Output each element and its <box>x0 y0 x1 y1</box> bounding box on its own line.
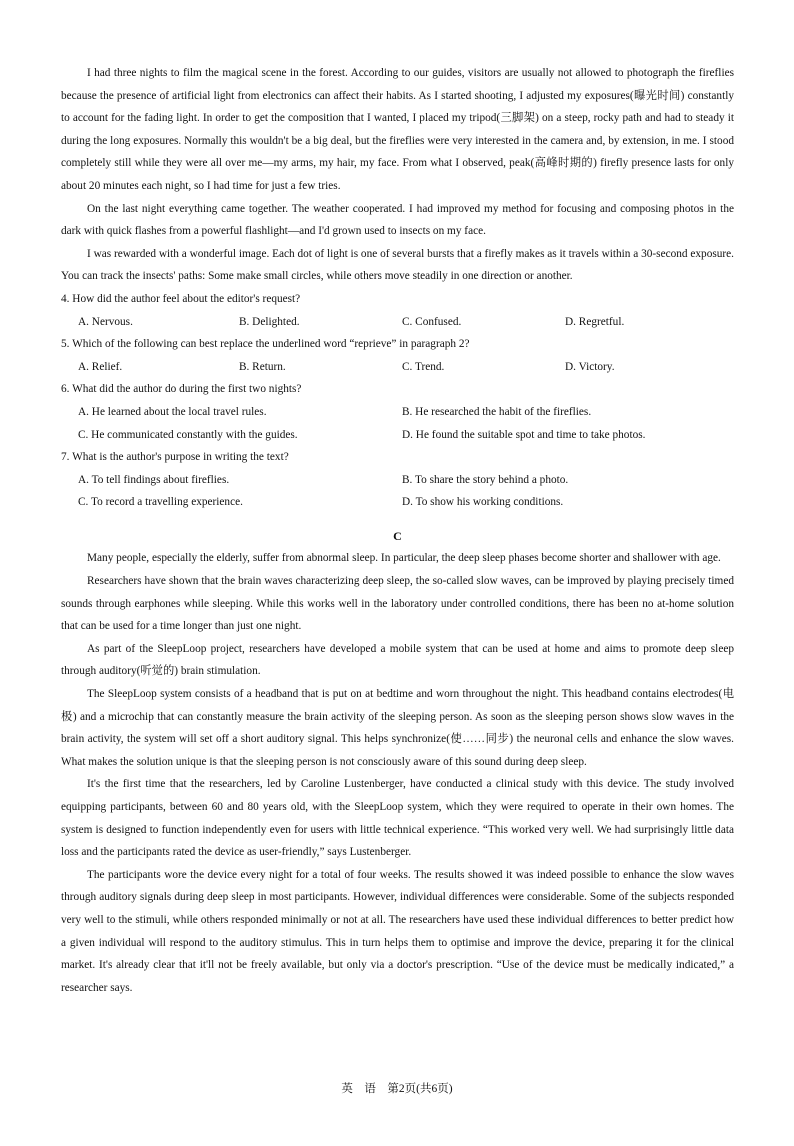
option-c: C. He communicated constantly with the guides. <box>78 428 298 441</box>
option-b: B. He researched the habit of the fireflies. <box>402 405 592 418</box>
option-a: A. Nervous. <box>78 315 133 328</box>
option-d: D. Victory. <box>565 360 615 373</box>
exam-page <box>61 62 734 999</box>
paragraph: On the last night everything came together. The weather cooperated. I had improved my method for focusing and composing photos in the dark with quick flashes from a powerful flashlight—and I'd grown used to insects on my face. <box>61 202 734 238</box>
paragraph: I had three nights to film the magical scene in the forest. According to our guides, visitors are usually not allowed to photograph the fireflies because the presence of artificial light from electronics can affect their habits. As I started shooting, I adjusted my exposures(曝光时间) constantly to account for the fading light. In order to get the composition that I wanted, I placed my tripod(三脚架) on a steep, rocky path and had to steady it during the long exposures. Normally this wouldn't be a big deal, but the fireflies were very interested in the camera and, by extension, in me. I stood completely still while they were all over me—my arms, my hair, my face. From what I observed, peak(高峰时期的) firefly presence lasts for only about 20 minutes each night, so I had time for just a few tries. <box>61 67 734 192</box>
paragraph: Many people, especially the elderly, suffer from abnormal sleep. In particular, the deep sleep phases become shorter and shallower with age. <box>87 552 721 565</box>
paragraph: It's the first time that the researchers, led by Caroline Lustenberger, have conducted a clinical study with this device. The study involved equipping participants, between 60 and 80 years old, with the SleepLoop system, which they were required to operate in their own homes. The system is designed to function independently even for users with little technical experience. “This worked very well. We had surprisingly little data loss and the participants rated the device as user-friendly,” says Lustenberger. <box>61 778 734 859</box>
option-b: B. Return. <box>239 360 286 373</box>
option-b: B. To share the story behind a photo. <box>402 473 569 486</box>
paragraph: Researchers have shown that the brain waves characterizing deep sleep, the so-called slow waves, can be improved by playing precisely timed sounds through earphones while sleeping. While this works well in the laboratory under controlled conditions, there has been no at-home solution that can be used for a time longer than just one night. <box>61 575 734 633</box>
passage-c <box>61 547 734 999</box>
question-6 <box>61 378 734 446</box>
option-c: C. Confused. <box>402 315 462 328</box>
question-stem: 6. What did the author do during the first two nights? <box>61 383 302 396</box>
options-row <box>61 469 734 492</box>
option-b: B. Delighted. <box>239 315 300 328</box>
page-footer: 英 语 第2页(共6页) <box>341 1083 453 1095</box>
paragraph: As part of the SleepLoop project, researchers have developed a mobile system that can be used at home and aims to promote deep sleep through auditory(听觉的) brain stimulation. <box>61 642 734 678</box>
passage-b-continued <box>61 62 734 288</box>
question-4 <box>61 288 734 333</box>
option-a: A. Relief. <box>78 360 123 373</box>
option-d: D. Regretful. <box>565 315 625 328</box>
paragraph: The SleepLoop system consists of a headband that is put on at bedtime and worn throughout the night. This headband contains electrodes(电极) and a microchip that can constantly measure the brain activity of the sleeping person. As soon as the sleeping person shows slow waves in the brain activity, the system will set off a short auditory signal. This helps synchronize(使……同步) the neuronal cells and enhance the slow waves. What makes the solution unique is that the sleeping person is not consciously aware of this sound during deep sleep. <box>61 688 734 768</box>
options-row <box>61 491 734 514</box>
question-stem: 4. How did the author feel about the editor's request? <box>61 292 301 305</box>
section-title: C <box>393 528 402 543</box>
options-row <box>61 311 734 334</box>
option-a: A. He learned about the local travel rules. <box>78 405 267 418</box>
paragraph: The participants wore the device every night for a total of four weeks. The results showed it was indeed possible to enhance the slow waves through auditory signals during deep sleep in most participants. However, individual differences were considerable. Some of the subjects responded very well to the stimuli, while others responded minimally or not at all. The researchers have used these individual differences to better predict how a given individual will respond to the auditory stimulus. This in turn helps them to optimise and improve the device, preparing it for the clinical market. It's already clear that it'll not be freely available, but only via a doctor's prescription. “Use of the device must be medically indicated,” a researcher says. <box>61 868 734 994</box>
option-a: A. To tell findings about fireflies. <box>78 473 230 486</box>
option-c: C. To record a travelling experience. <box>78 496 243 509</box>
option-c: C. Trend. <box>402 360 445 373</box>
question-stem: 5. Which of the following can best replace the underlined word “reprieve” in paragraph 2? <box>61 338 470 351</box>
question-stem: 7. What is the author's purpose in writing the text? <box>61 451 289 464</box>
paragraph: I was rewarded with a wonderful image. Each dot of light is one of several bursts that a firefly makes as it travels within a 30-second exposure. You can track the insects' paths: Some make small circles, while others move steadily in one direction or another. <box>61 247 734 283</box>
options-row <box>61 401 734 424</box>
options-row <box>61 356 734 379</box>
option-d: D. To show his working conditions. <box>402 496 564 509</box>
question-7 <box>61 446 734 514</box>
option-d: D. He found the suitable spot and time to take photos. <box>402 428 646 441</box>
options-row <box>61 424 734 447</box>
question-5 <box>61 333 734 378</box>
